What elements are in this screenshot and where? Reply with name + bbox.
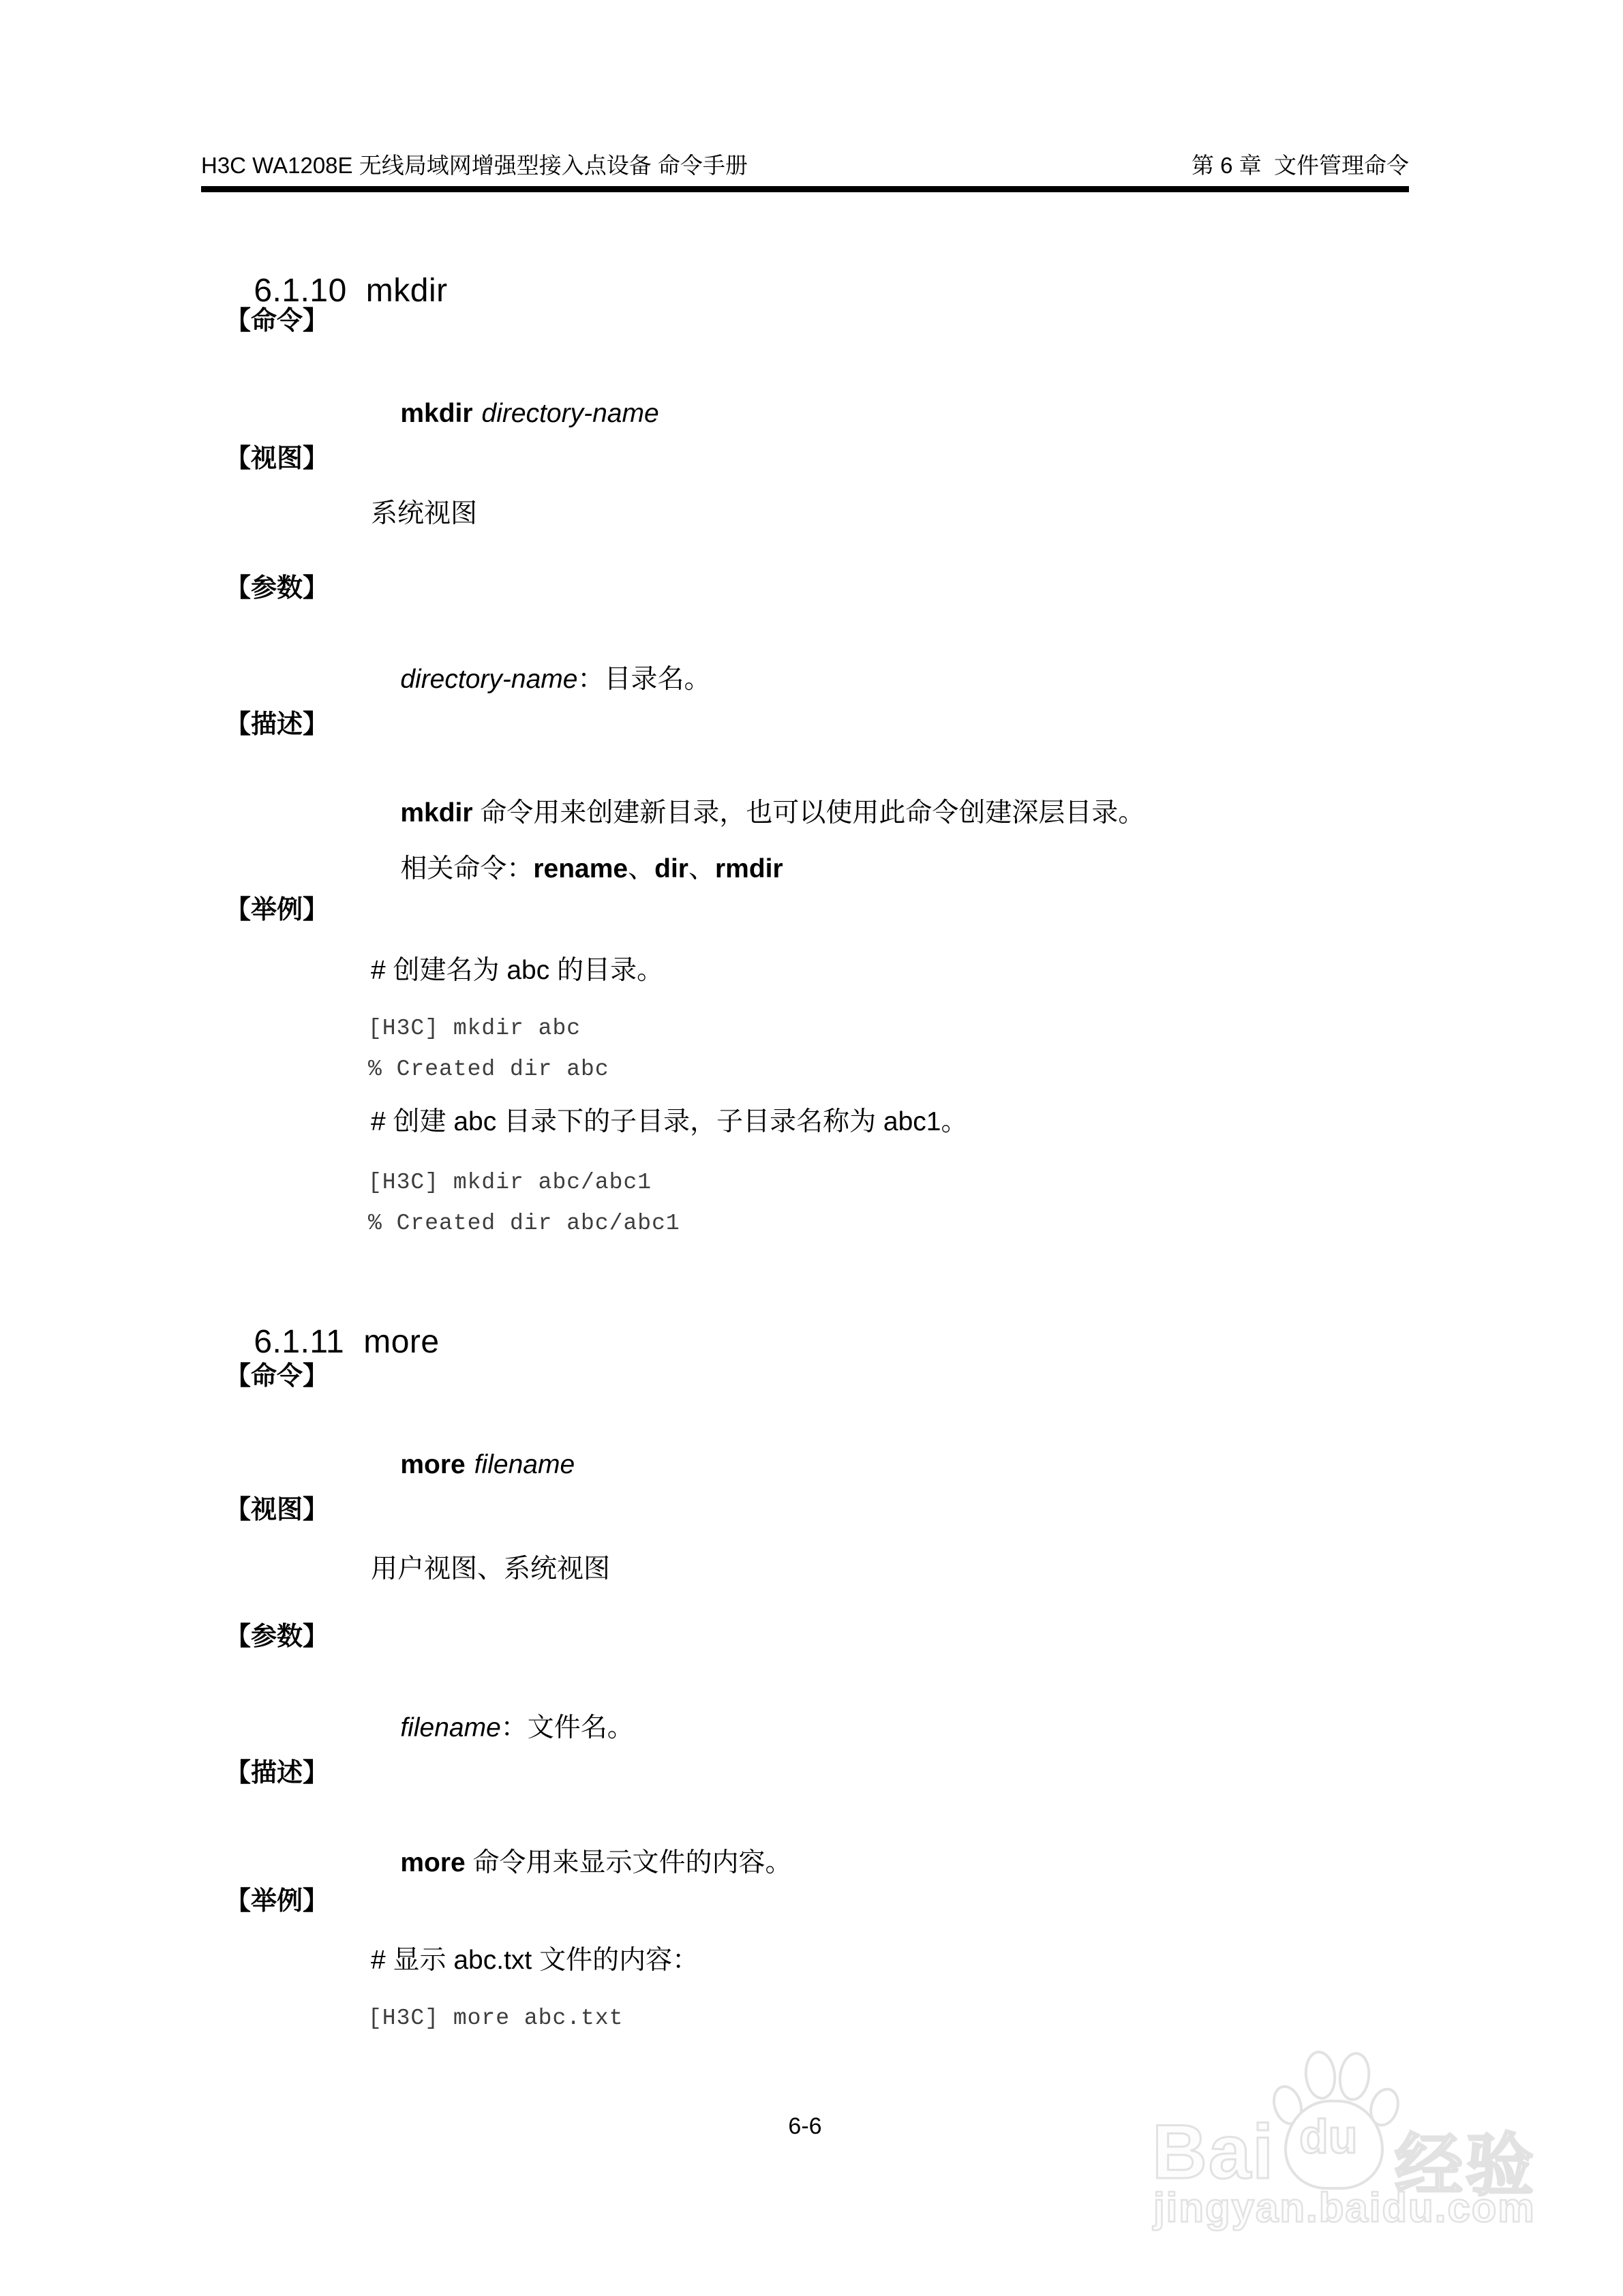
code-line: [H3C] mkdir abc [368, 1016, 581, 1041]
section-name: mkdir [365, 273, 448, 309]
code-line: % Created dir abc/abc1 [368, 1211, 680, 1236]
view-text: 系统视图 [371, 499, 478, 528]
command-syntax [371, 1419, 575, 1511]
section-name: more [363, 1324, 440, 1361]
command-argument: directory-name [481, 398, 659, 428]
watermark-bai-text: Bai [1152, 2109, 1275, 2194]
paw-toe [1336, 2050, 1373, 2102]
code-line: % Created dir abc [368, 1057, 609, 1082]
label-view: 【视图】 [225, 444, 329, 473]
related-cmd: dir [654, 854, 688, 883]
view-text: 用户视图、系统视图 [371, 1554, 611, 1584]
related-cmd: rmdir [714, 854, 783, 883]
command-keyword: more [400, 1449, 466, 1479]
related-prefix: 相关命令： [400, 854, 534, 883]
header-rule [201, 186, 1409, 192]
related-sep: 、 [688, 854, 715, 883]
label-desc: 【描述】 [225, 710, 329, 739]
watermark-du-text: du [1299, 2110, 1358, 2163]
desc-keyword: mkdir [400, 798, 473, 828]
label-command: 【命令】 [225, 1362, 329, 1391]
command-syntax [371, 368, 659, 460]
header-document-title: H3C WA1208E 无线局域网增强型接入点设备 命令手册 [201, 153, 748, 178]
baidu-paw-icon [1275, 2051, 1395, 2194]
command-keyword: mkdir [400, 398, 473, 428]
param-name: directory-name [400, 664, 578, 694]
desc-keyword: more [400, 1847, 466, 1877]
desc-body: 命令用来创建新目录，也可以使用此命令创建深层目录。 [472, 798, 1145, 828]
param-text [371, 1682, 634, 1774]
watermark-url-text: jingyan.baidu.com [1153, 2185, 1536, 2231]
header-chapter-title: 第 6 章 文件管理命令 [1191, 153, 1409, 178]
param-name: filename [400, 1712, 501, 1742]
desc-text [371, 1817, 792, 1909]
label-param: 【参数】 [225, 574, 329, 603]
desc-body: 命令用来显示文件的内容。 [465, 1847, 792, 1877]
section-number: 6.1.11 [254, 1324, 345, 1361]
label-view: 【视图】 [225, 1496, 329, 1524]
label-desc: 【描述】 [225, 1759, 329, 1787]
code-line: [H3C] mkdir abc/abc1 [368, 1170, 652, 1195]
watermark-jingyan-text: 经验 [1395, 2128, 1536, 2204]
param-desc: ：目录名。 [577, 664, 711, 694]
label-example: 【举例】 [225, 1887, 329, 1916]
param-desc: ：文件名。 [500, 1712, 634, 1742]
related-sep: 、 [628, 854, 655, 883]
related-cmd: rename [533, 854, 628, 883]
example-title: # 创建 abc 目录下的子目录，子目录名称为 abc1。 [371, 1107, 968, 1136]
command-argument: filename [474, 1449, 575, 1479]
page-number: 6-6 [788, 2113, 822, 2139]
baidu-jingyan-watermark [1152, 2051, 1588, 2248]
label-example: 【举例】 [225, 896, 329, 924]
example-title: # 创建名为 abc 的目录。 [371, 956, 664, 985]
section-number: 6.1.10 [254, 273, 347, 309]
label-param: 【参数】 [225, 1622, 329, 1651]
example-title: # 显示 abc.txt 文件的内容： [371, 1946, 699, 1975]
paw-toe [1302, 2049, 1338, 2101]
code-line: [H3C] more abc.txt [368, 2006, 624, 2031]
related-commands [371, 824, 783, 916]
param-text [371, 634, 710, 726]
label-command: 【命令】 [225, 307, 329, 335]
